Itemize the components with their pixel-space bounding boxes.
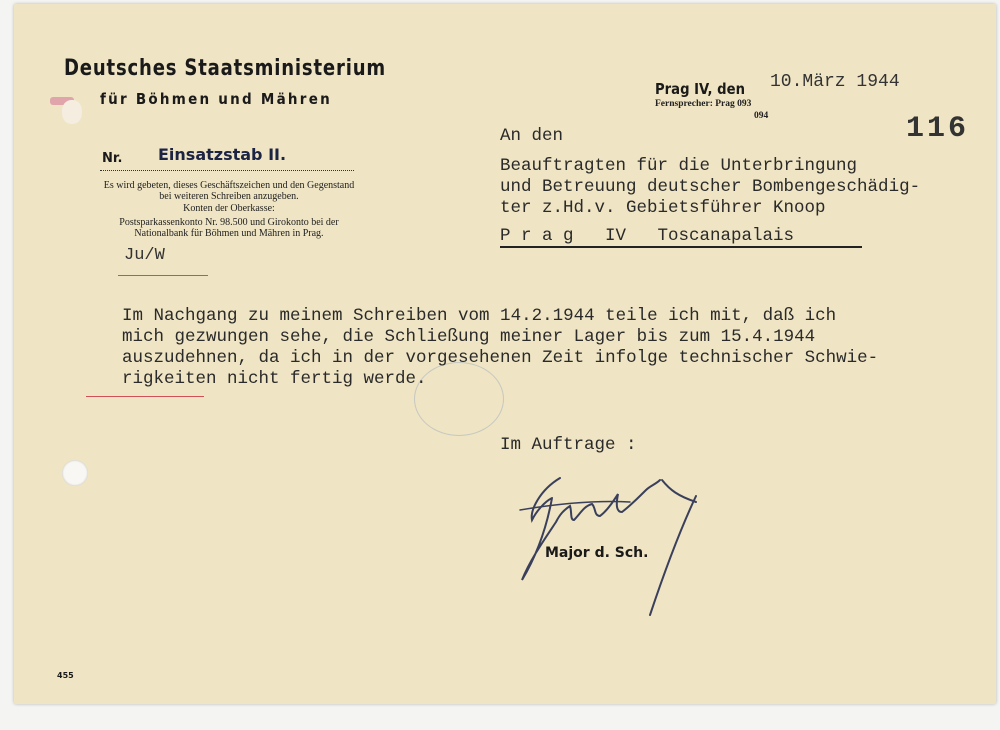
nr-value: Einsatzstab II. (158, 145, 287, 164)
recipient-underline (500, 246, 862, 248)
body-line-3: auszudehnen, da ich in der vorgesehenen Zeit infolge technischer Schwie- (122, 348, 879, 368)
faded-stamp (414, 362, 504, 436)
recipient-line-2: und Betreuung deutscher Bombengeschädig- (500, 177, 921, 197)
document-number: 116 (906, 112, 970, 146)
letter-date: 10.März 1944 (770, 72, 900, 92)
form-number: 455 (57, 671, 74, 680)
recipient-city: P r a g IV Toscanapalais (500, 226, 795, 246)
recipient-salutation: An den (500, 126, 564, 146)
on-behalf-line: Im Auftrage : (500, 435, 637, 455)
ministry-heading: Deutsches Staatsministerium (64, 56, 387, 81)
region-heading: für Böhmen und Mähren (100, 90, 332, 108)
body-line-1: Im Nachgang zu meinem Schreiben vom 14.2.1944 teile ich mit, daß ich (122, 306, 837, 326)
paper-tear (62, 100, 82, 124)
recipient-line-3: ter z.Hd.v. Gebietsführer Knoop (500, 198, 826, 218)
punch-hole (62, 460, 88, 486)
red-pencil-mark (118, 275, 208, 276)
phone-number: Fernsprecher: Prag 093 (655, 99, 752, 109)
accounts-text: Postsparkassenkonto Nr. 98.500 und Girokonto bei der Nationalbank für Böhmen und Mähren in Prag. (119, 217, 339, 239)
reference-initials: Ju/W (124, 246, 165, 265)
nr-label: Nr. (102, 151, 123, 166)
signatory-rank: Major d. Sch. (545, 545, 649, 561)
body-line-4: rigkeiten nicht fertig werde. (122, 369, 427, 389)
place-label: Prag IV, den (655, 80, 745, 98)
reference-notice: Es wird gebeten, dieses Geschäftszeichen und den Gegenstand bei weiteren Schreiben anzugeben. (103, 180, 355, 202)
handwritten-signature (500, 450, 740, 620)
body-line-2: mich gezwungen sehe, die Schließung meiner Lager bis zum 15.4.1944 (122, 327, 816, 347)
phone-extension: 094 (754, 111, 769, 121)
red-pencil-mark-2 (86, 396, 204, 397)
accounts-title: Konten der Oberkasse: (183, 203, 275, 214)
recipient-line-1: Beauftragten für die Unterbringung (500, 156, 858, 176)
